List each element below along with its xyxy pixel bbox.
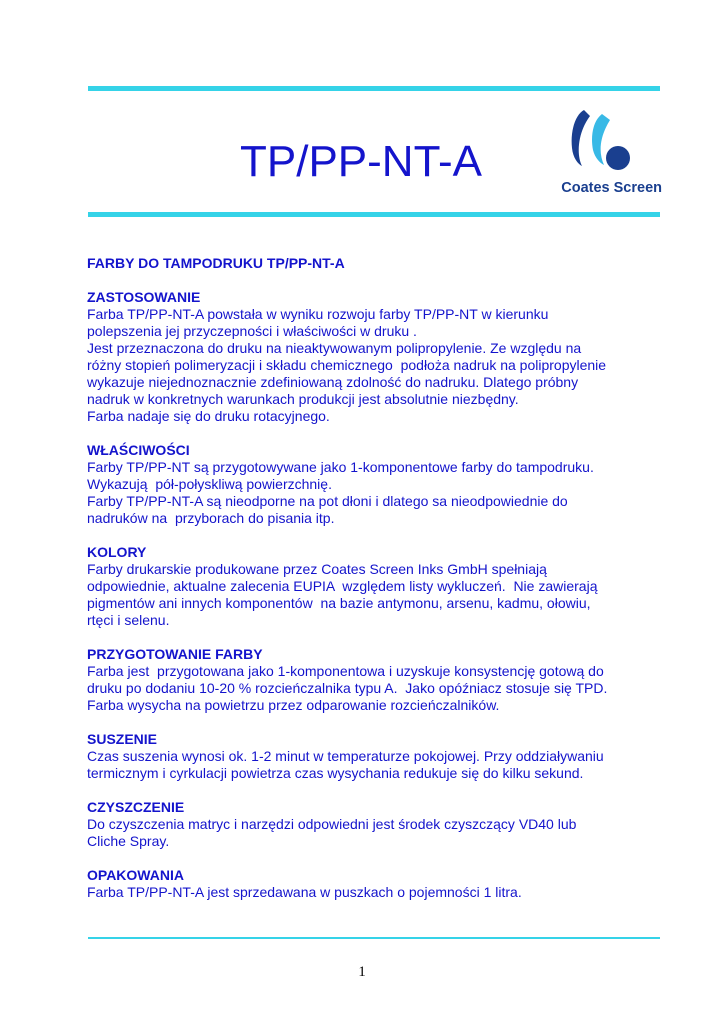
section-text-line: odpowiednie, aktualne zalecenia EUPIA względem listy wykluczeń. Nie zawierają (87, 578, 598, 594)
section-heading: OPAKOWANIA (87, 867, 184, 883)
section-text-line: Czas suszenia wynosi ok. 1-2 minut w temperaturze pokojowej. Przy oddziaływaniu (87, 748, 604, 764)
section (87, 289, 677, 425)
section (87, 867, 677, 901)
section-text-line: Wykazują pół-połyskliwą powierzchnię. (87, 476, 332, 492)
section-text-line: Farby TP/PP-NT są przygotowywane jako 1-komponentowe farby do tampodruku. (87, 459, 594, 475)
section-text-line: Farba nadaje się do druku rotacyjnego. (87, 408, 330, 424)
section (87, 799, 677, 850)
coates-screen-logo-icon (546, 108, 662, 180)
section-text-line: pigmentów ani innych komponentów na bazie antymonu, arsenu, kadmu, ołowiu, (87, 595, 591, 611)
section-text-line: termicznym i cyrkulacji powietrza czas wysychania redukuje się do kilku sekund. (87, 765, 584, 781)
document-title: TP/PP-NT-A (240, 137, 483, 186)
sections-container (87, 289, 677, 901)
section-text-line: różny stopień polimeryzacji i składu chemicznego podłoża nadruk na polipropylenie (87, 357, 607, 373)
logo-wordmark: Coates Screen (561, 180, 662, 196)
section (87, 646, 677, 714)
section-text-line: Farby drukarskie produkowane przez Coates Screen Inks GmbH spełniają (87, 561, 547, 577)
section (87, 442, 677, 527)
header-divider (88, 212, 660, 217)
document-heading: FARBY DO TAMPODRUKU TP/PP-NT-A (87, 255, 345, 271)
section-text-line: Farba TP/PP-NT-A jest sprzedawana w puszkach o pojemności 1 litra. (87, 884, 522, 900)
section-text-line: polepszenia jej przyczepności i właściwości w druku . (87, 323, 417, 339)
section-text-line: Farba wysycha na powietrzu przez odparowanie rozcieńczalników. (87, 697, 500, 713)
company-logo (546, 108, 662, 198)
footer-divider (88, 937, 660, 939)
section-text-line: Cliche Spray. (87, 833, 170, 849)
section-heading: CZYSZCZENIE (87, 799, 185, 815)
section-text-line: Farba TP/PP-NT-A powstała w wyniku rozwoju farby TP/PP-NT w kierunku (87, 306, 549, 322)
section-text-line: nadruków na przyborach do pisania itp. (87, 510, 335, 526)
section (87, 544, 677, 629)
section (87, 731, 677, 782)
section-heading: ZASTOSOWANIE (87, 289, 201, 305)
section-heading: SUSZENIE (87, 731, 158, 747)
document-body (87, 255, 677, 918)
section-text-line: nadruk w konkretnych warunkach produkcji jest absolutnie niezbędny. (87, 391, 519, 407)
section-text-line: rtęci i selenu. (87, 612, 170, 628)
section-text-line: wykazuje niejednoznacznie zdefiniowaną zdolność do nadruku. Dlatego próbny (87, 374, 579, 390)
section-text-line: druku po dodaniu 10-20 % rozcieńczalnika typu A. Jako opóźniacz stosuje się TPD. (87, 680, 608, 696)
section-text-line: Do czyszczenia matryc i narzędzi odpowiedni jest środek czyszczący VD40 lub (87, 816, 577, 832)
section-text-line: Farba jest przygotowana jako 1-komponentowa i uzyskuje konsystencję gotową do (87, 663, 604, 679)
section-heading: PRZYGOTOWANIE FARBY (87, 646, 263, 662)
page-number: 1 (358, 964, 366, 980)
section-heading: WŁAŚCIWOŚCI (87, 442, 190, 458)
section-text-line: Jest przeznaczona do druku na nieaktywowanym polipropylenie. Ze względu na (87, 340, 582, 356)
top-divider (88, 86, 660, 91)
section-text-line: Farby TP/PP-NT-A są nieodporne na pot dłoni i dlatego sa nieodpowiednie do (87, 493, 568, 509)
section-heading: KOLORY (87, 544, 147, 560)
